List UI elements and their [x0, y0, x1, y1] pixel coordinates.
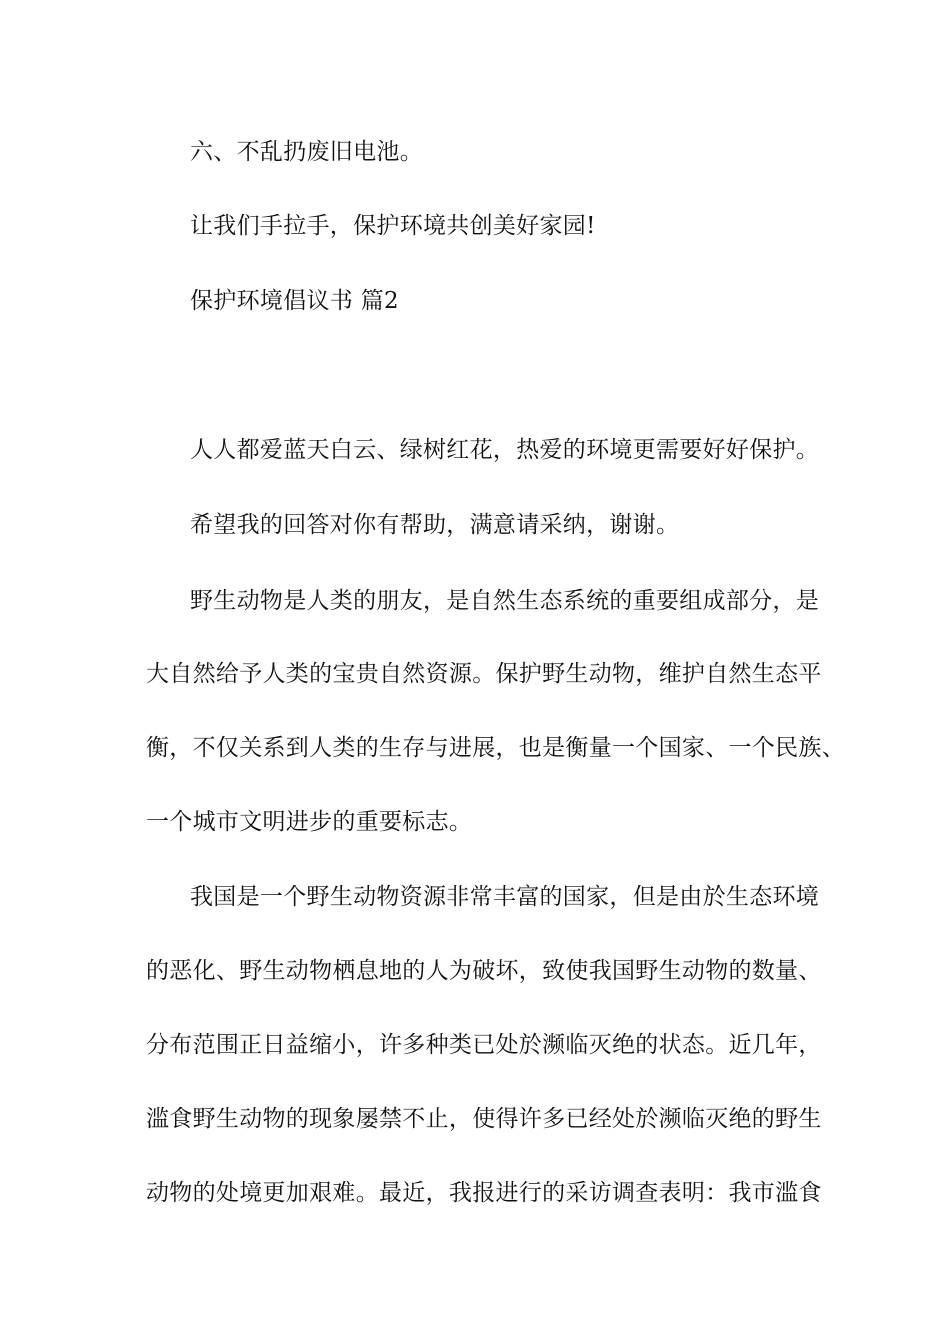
thanks-paragraph: 希望我的回答对你有帮助，满意请采纳，谢谢。: [190, 512, 680, 538]
paragraph-line: 我国是一个野生动物资源非常丰富的国家，但是由於生态环境: [190, 884, 820, 910]
closing-call-text: 让我们手拉手，保护环境共创美好家园!: [190, 213, 596, 239]
paragraph-line: 动物的处境更加艰难。最近，我报进行的采访调查表明：我市滥食: [146, 1180, 822, 1206]
paragraph-line: 野生动物是人类的朋友，是自然生态系统的重要组成部分，是: [190, 588, 820, 614]
paragraph-line: 分布范围正日益缩小，许多种类已处於濒临灭绝的状态。近几年，: [146, 1032, 822, 1058]
intro-paragraph: 人人都爱蓝天白云、绿树红花，热爱的环境更需要好好保护。: [190, 437, 820, 463]
paragraph-line: 滥食野生动物的现象屡禁不止，使得许多已经处於濒临灭绝的野生: [146, 1106, 822, 1132]
section-heading: 保护环境倡议书 篇2: [190, 288, 399, 314]
paragraph-line: 一个城市文明进步的重要标志。: [146, 809, 473, 835]
paragraph-line: 大自然给予人类的宝贵自然资源。保护野生动物，维护自然生态平: [146, 661, 822, 687]
paragraph-line: 衡，不仅关系到人类的生存与进展，也是衡量一个国家、一个民族、: [146, 735, 845, 761]
paragraph-line: 的恶化、野生动物栖息地的人为破坏，致使我国野生动物的数量、: [146, 958, 822, 984]
list-item-six: 六、不乱扔废旧电池。: [190, 139, 423, 165]
